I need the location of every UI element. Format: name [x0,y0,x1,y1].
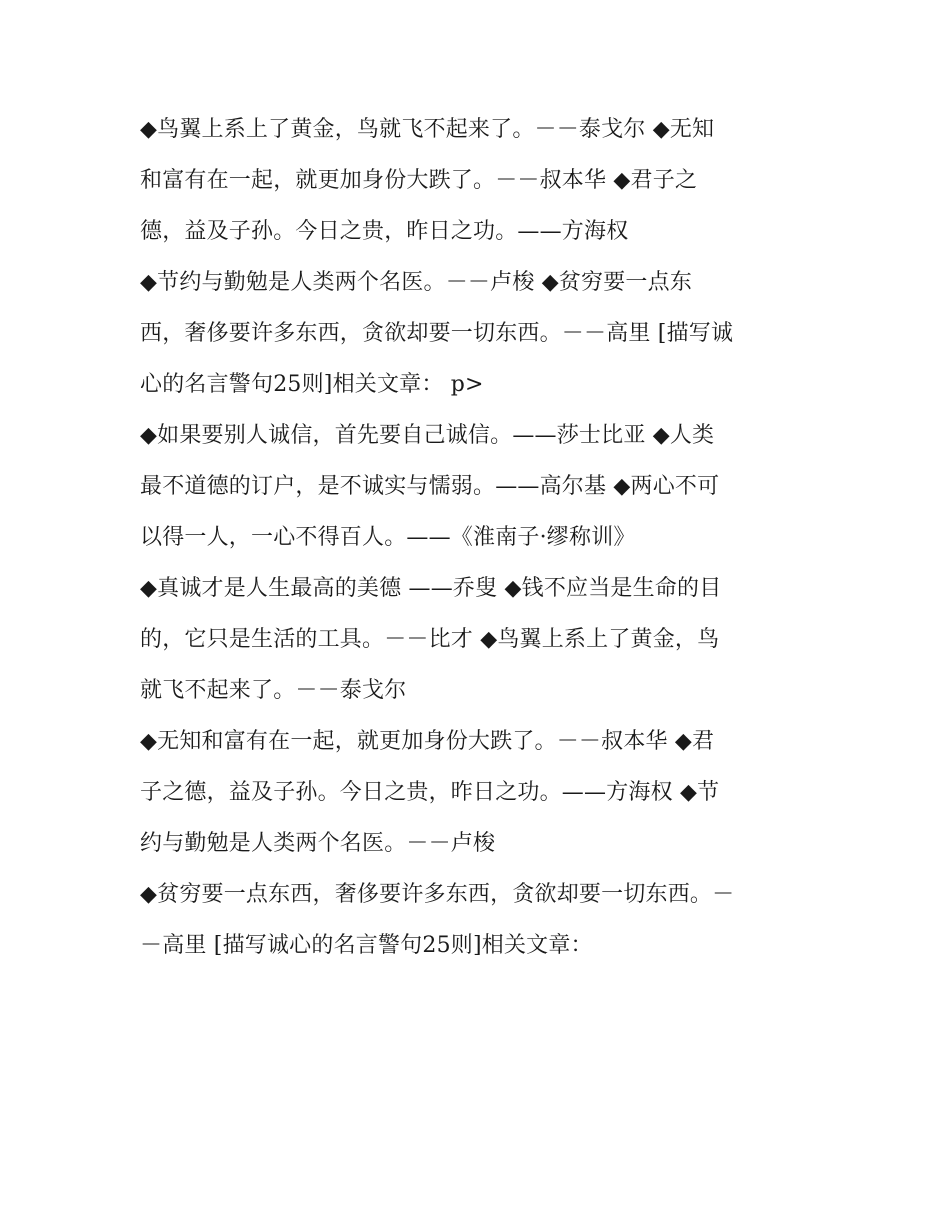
text-line: ◆真诚才是人生最高的美德 ——乔叟 ◆钱不应当是生命的目 [140,576,722,601]
text-line: 心的名言警句25则]相关文章： p> [140,372,484,397]
text-line: 就飞不起来了。－－泰戈尔 [140,678,407,703]
text-line: ◆如果要别人诚信，首先要自己诚信。——莎士比亚 ◆人类 [140,423,715,448]
text-line: 子之德，益及子孙。今日之贵，昨日之功。——方海权 ◆节 [140,780,720,805]
text-line: 的，它只是生活的工具。－－比才 ◆鸟翼上系上了黄金，鸟 [140,627,720,652]
text-line: －高里 [描写诚心的名言警句25则]相关文章： [140,933,593,958]
text-line: 西，奢侈要许多东西，贪欲却要一切东西。－－高里 [描写诚 [140,321,734,346]
text-line: ◆贫穷要一点东西，奢侈要许多东西，贪欲却要一切东西。－ [140,882,735,907]
text-line: ◆节约与勤勉是人类两个名医。－－卢梭 ◆贫穷要一点东 [140,270,693,295]
text-line: 约与勤勉是人类两个名医。－－卢梭 [140,831,496,856]
text-line: 最不道德的订户，是不诚实与懦弱。——高尔基 ◆两心不可 [140,474,720,499]
text-line: 德，益及子孙。今日之贵，昨日之功。——方海权 [140,219,629,244]
text-line: 以得一人，一心不得百人。——《淮南子·缪称训》 [140,525,636,550]
text-line: 和富有在一起，就更加身份大跌了。－－叔本华 ◆君子之 [140,168,698,193]
text-line: ◆鸟翼上系上了黄金，鸟就飞不起来了。－－泰戈尔 ◆无知 [140,117,715,142]
text-line: ◆无知和富有在一起，就更加身份大跌了。－－叔本华 ◆君 [140,729,715,754]
document-page [140,104,810,971]
